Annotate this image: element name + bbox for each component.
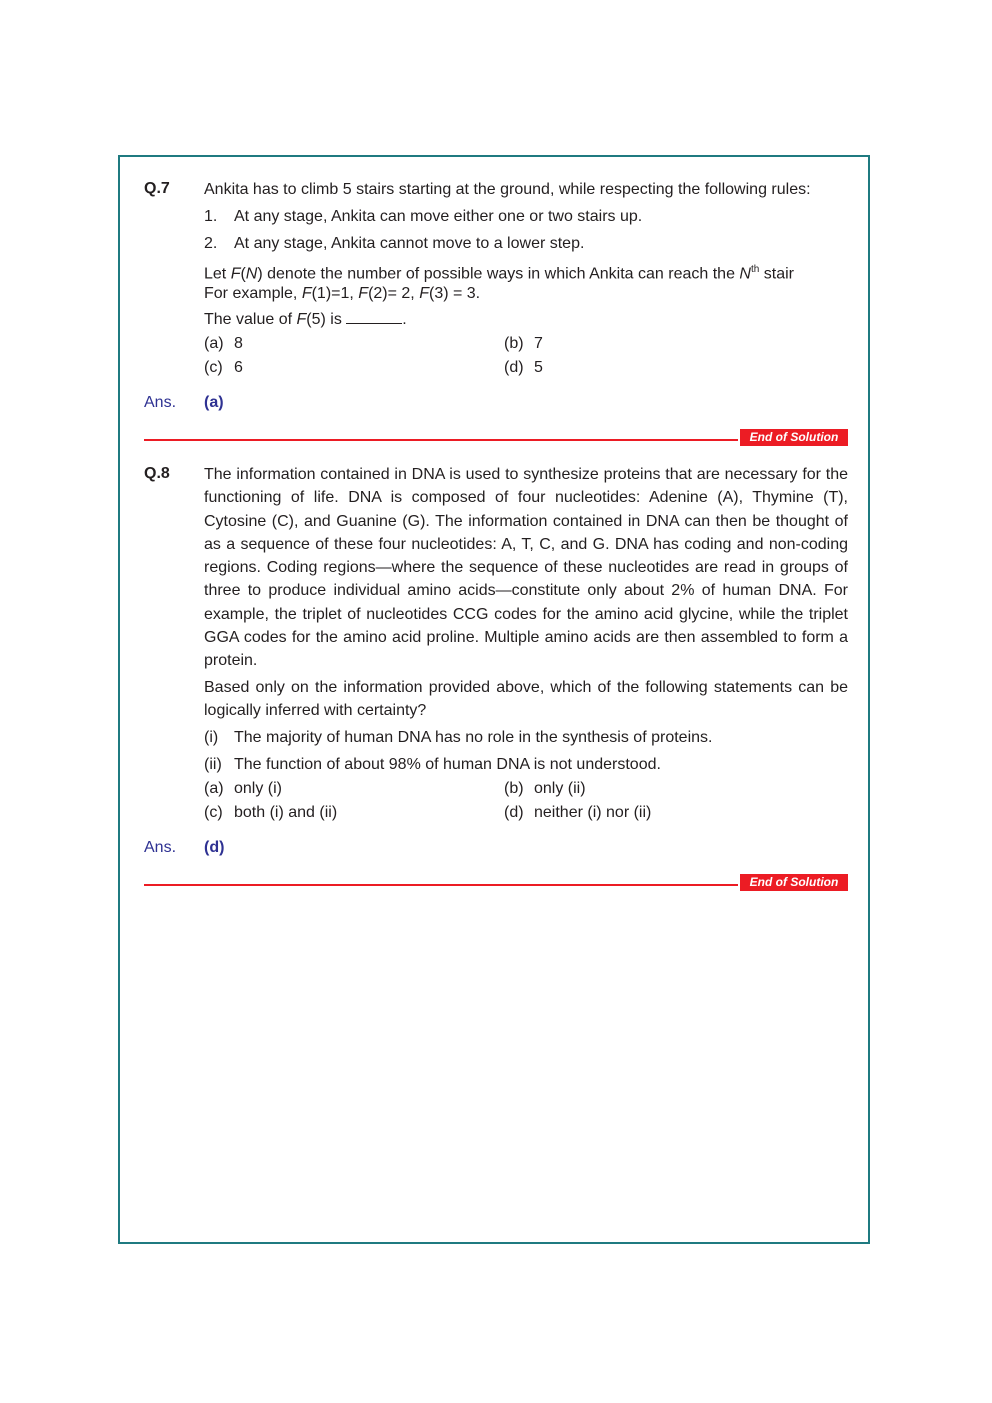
- answer-blank: [346, 309, 402, 324]
- q7-rule-1: [204, 205, 642, 228]
- q8-paragraph: The information contained in DNA is used to synthesize proteins that are necessary for the functioning of life. DNA is composed of four nucleotides: Adenine (A), Thymine (T), Cytosine (C), and Guanine (G). The information contained in DNA can then be thought of as a sequence of these four nucleotides: A, T, C, and G. DNA has coding and non-coding regions. Coding regions—where the sequence of these nucleotides are read in groups of three to produce individual amino acids—constitute only about 2% of human DNA. For example, the triplet of nucleotides CCG codes for the amino acid glycine, while the triplet GGA codes for the amino acid proline. Multiple amino acids are then assembled to form a protein.: [204, 466, 848, 670]
- q8-statement-1-label: (i): [204, 729, 219, 746]
- q8-option-c: (c) both (i) and (ii): [204, 804, 338, 821]
- q8-question: Based only on the information provided above, which of the following statements can be logically inferred with certainty?: [204, 679, 848, 720]
- q8-statement-2-label: (ii): [204, 756, 222, 773]
- q7-value-question: The value of F(5) is .: [204, 311, 407, 328]
- q7-rule-2: [204, 232, 584, 255]
- q7-rule-1-label: 1.: [204, 208, 218, 225]
- q8-end-divider: [144, 884, 738, 886]
- q8-statement-2-text: The function of about 98% of human DNA is not understood.: [234, 756, 661, 773]
- q7-option-d: (d) 5: [504, 359, 543, 376]
- question-number-q7: Q.7: [144, 180, 170, 197]
- q8-statement-2: [204, 753, 661, 776]
- q7-rule-2-text: At any stage, Ankita cannot move to a lower step.: [234, 235, 585, 252]
- q7-end-of-solution-badge: End of Solution: [740, 429, 848, 446]
- q8-statement-1-text: The majority of human DNA has no role in the synthesis of proteins.: [234, 729, 713, 746]
- q8-option-a: (a) only (i): [204, 780, 283, 797]
- question-number-q8: Q.8: [144, 465, 170, 482]
- q7-option-a: (a) 8: [204, 335, 243, 352]
- q7-answer-label: Ans.: [144, 394, 177, 411]
- q8-answer-value: (d): [204, 839, 225, 856]
- q7-option-c: (c) 6: [204, 359, 243, 376]
- q7-definition: Let F(N) denote the number of possible ways in which Ankita can reach the $N^{th}$ stair: [204, 264, 794, 283]
- q7-end-divider: [144, 439, 738, 441]
- q8-option-d: (d) neither (i) nor (ii): [504, 804, 652, 821]
- q7-prompt: Ankita has to climb 5 stairs starting at the ground, while respecting the following rules:: [204, 181, 811, 198]
- q8-statement-1: [204, 726, 712, 749]
- q7-rule-1-text: At any stage, Ankita can move either one or two stairs up.: [234, 208, 643, 225]
- q7-example: For example, F(1)=1, F(2)= 2, F(3) = 3.: [204, 285, 481, 302]
- q7-answer-value: (a): [204, 394, 224, 411]
- q8-option-b: (b) only (ii): [504, 780, 586, 797]
- q7-option-b: (b) 7: [504, 335, 543, 352]
- q7-rule-2-label: 2.: [204, 235, 218, 252]
- q8-end-of-solution-badge: End of Solution: [740, 874, 848, 891]
- q8-answer-label: Ans.: [144, 839, 177, 856]
